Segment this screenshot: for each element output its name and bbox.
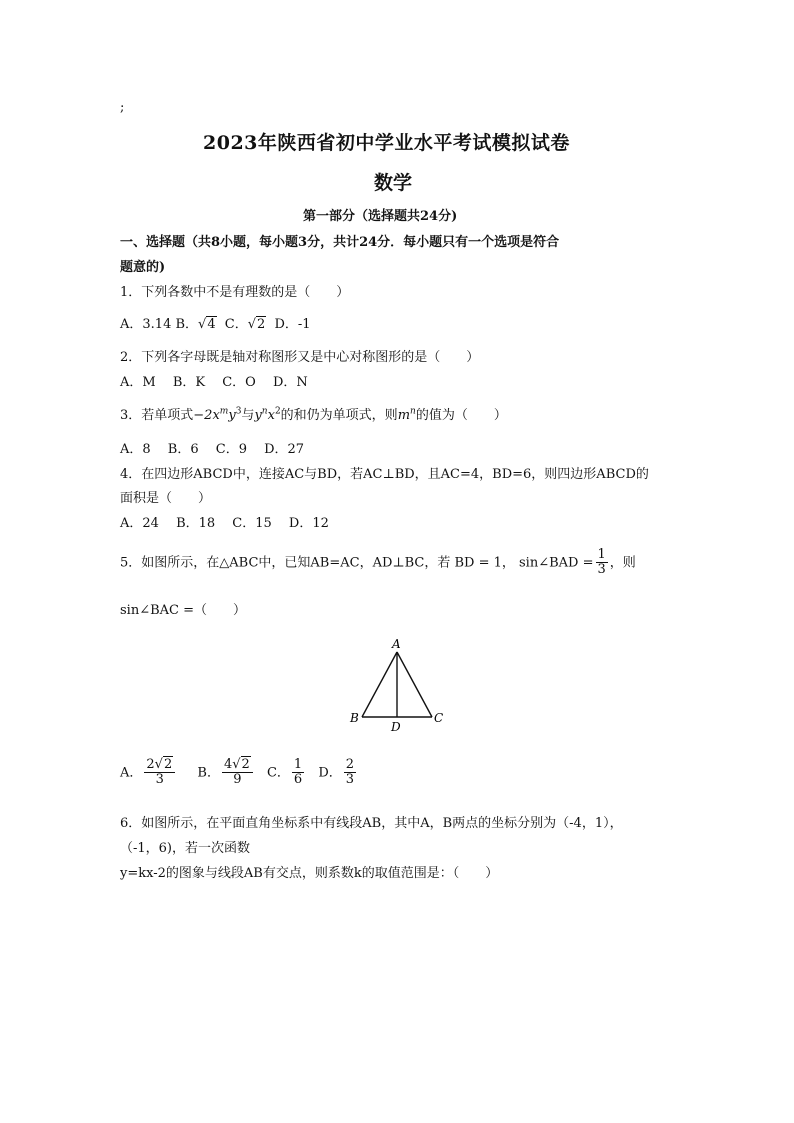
radical-sign: √: [198, 317, 207, 332]
section-instructions-line2: 题意的): [120, 260, 166, 275]
question-5-line1: 5．如图所示，在△ABC中，已知AB=AC，AD⊥BC，若 BD = 1， sin∠BAD = $\frac{1}{3}$ ，则: [120, 547, 636, 578]
label-d: D: [391, 720, 401, 734]
subject-heading: 数学: [374, 172, 413, 194]
triangle-figure: [340, 635, 450, 735]
question-2-options: A．M B．K C．O D．N: [120, 375, 308, 390]
q1-option-a: A．3.14: [120, 317, 172, 332]
q1-option-b: B．√4: [175, 317, 216, 332]
question-1-stem: 1．下列各数中不是有理数的是（ ）: [120, 285, 350, 300]
question-2-stem: 2．下列各字母既是轴对称图形又是中心对称图形的是（ ）: [120, 350, 480, 365]
label-c: C: [434, 711, 444, 725]
question-5-line2: sin∠BAC =（ ）: [120, 603, 247, 618]
question-6-line3: y=kx-2的图象与线段AB有交点，则系数k的取值范围是：（ ）: [120, 866, 499, 881]
side-ab: [362, 652, 397, 717]
q5-option-b: B． $\frac{4√2}{9}$: [197, 758, 254, 788]
question-4-line1: 4．在四边形ABCD中，连接AC与BD，若AC⊥BD，且AC=4，BD=6，则四边形ABCD的: [120, 467, 649, 482]
question-4-line2: 面积是（ ）: [120, 491, 212, 506]
question-3-stem: 3．若单项式$-2x^my^3$与$y^nx^2$的和仍为单项式，则$m^n$的值为（ ）: [120, 406, 507, 423]
q5-option-a: A． $\frac{2√2}{3}$: [120, 758, 177, 788]
radical-sign: √: [247, 317, 257, 332]
fraction: $\frac{1}{3}$: [597, 547, 606, 578]
label-b: B: [350, 711, 359, 725]
question-6-line2: （-1，6)，若一次函数: [120, 841, 251, 856]
question-4-options: A．24 B．18 C．15 D．12: [120, 516, 329, 531]
section-instructions-line1: 一、选择题（共8小题，每小题3分，共计24分．每小题只有一个选项是符合: [120, 235, 560, 250]
part-heading: 第一部分（选择题共24分): [303, 209, 458, 224]
question-5-options: [120, 758, 366, 788]
q5-option-d: D． $\frac{2}{3}$: [318, 757, 355, 788]
stray-mark: ;: [120, 100, 125, 115]
question-3-options: A．8 B．6 C．9 D．27: [120, 442, 305, 457]
side-ac: [397, 652, 432, 717]
label-a: A: [392, 637, 401, 651]
q1-option-c: C．√2: [224, 317, 266, 332]
exam-title: 2023年陕西省初中学业水平考试模拟试卷: [203, 132, 570, 154]
q5-option-c: C． $\frac{1}{6}$: [266, 757, 303, 788]
q1-option-d: D．-1: [274, 317, 311, 332]
question-1-options: [120, 313, 311, 332]
question-6-line1: 6．如图所示，在平面直角坐标系中有线段AB，其中A，B两点的坐标分别为（-4，1），: [120, 816, 623, 831]
